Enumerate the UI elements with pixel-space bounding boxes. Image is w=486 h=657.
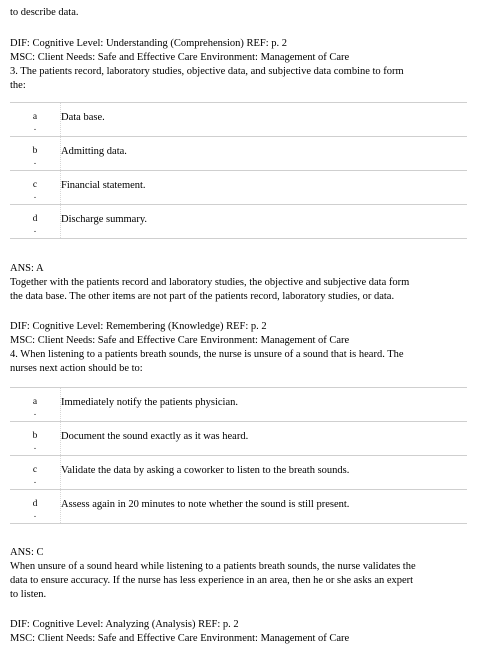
rationale-line: When unsure of a sound heard while listening to a patients breath sounds, the nurse validates the	[10, 561, 416, 572]
msc-line: MSC: Client Needs: Safe and Effective Care Environment: Management of Care	[10, 633, 350, 644]
option-row	[10, 456, 467, 490]
option-dot: .	[33, 156, 37, 166]
option-letter: b	[32, 431, 38, 441]
prev-question-meta	[10, 37, 474, 65]
option-row	[10, 205, 467, 239]
option-row	[10, 137, 467, 171]
question-stem-line: 3. The patients record, laboratory studies, objective data, and subjective data combine to form	[10, 66, 404, 77]
option-letter-cell	[10, 103, 61, 137]
difficulty-line: DIF: Cognitive Level: Analyzing (Analysis) REF: p. 2	[10, 619, 239, 630]
option-letter-cell	[10, 205, 61, 239]
option-row	[10, 422, 467, 456]
rationale-line: data to ensure accuracy. If the nurse has less experience in an area, then he or she asks an expert	[10, 575, 414, 586]
option-text: Admitting data.	[61, 137, 468, 171]
option-letter-cell	[10, 388, 61, 422]
option-letter: c	[32, 180, 38, 190]
option-letter-cell	[10, 171, 61, 205]
question-3-answer	[10, 262, 474, 304]
option-text: Discharge summary.	[61, 205, 468, 239]
option-text: Assess again in 20 minutes to note whether the sound is still present.	[61, 490, 468, 524]
option-row	[10, 388, 467, 422]
question-3-meta	[10, 320, 474, 348]
option-letter-cell	[10, 422, 61, 456]
answer-line: ANS: A	[10, 263, 44, 274]
option-text: Financial statement.	[61, 171, 468, 205]
option-dot: .	[33, 509, 37, 519]
option-letter: a	[32, 112, 38, 122]
question-4-answer	[10, 546, 474, 602]
option-letter: a	[32, 397, 38, 407]
option-dot: .	[33, 475, 37, 485]
option-letter: b	[32, 146, 38, 156]
question-3-options	[10, 102, 467, 239]
option-text: Document the sound exactly as it was heard.	[61, 422, 468, 456]
prev-question-tail	[10, 6, 474, 20]
msc-line: MSC: Client Needs: Safe and Effective Care Environment: Management of Care	[10, 52, 350, 63]
option-letter-cell	[10, 490, 61, 524]
option-row	[10, 171, 467, 205]
question-4-stem	[10, 348, 474, 376]
rationale-line: to listen.	[10, 589, 47, 600]
question-stem-line: 4. When listening to a patients breath sounds, the nurse is unsure of a sound that is heard. The	[10, 349, 404, 360]
option-letter: d	[32, 214, 38, 224]
question-4-meta	[10, 618, 474, 646]
option-letter-cell	[10, 456, 61, 490]
difficulty-line: DIF: Cognitive Level: Remembering (Knowledge) REF: p. 2	[10, 321, 267, 332]
option-letter: d	[32, 499, 38, 509]
option-row	[10, 490, 467, 524]
difficulty-line: DIF: Cognitive Level: Understanding (Comprehension) REF: p. 2	[10, 38, 288, 49]
msc-line: MSC: Client Needs: Safe and Effective Care Environment: Management of Care	[10, 335, 350, 346]
question-3-stem	[10, 65, 474, 93]
answer-line: ANS: C	[10, 547, 44, 558]
rationale-line: the data base. The other items are not part of the patients record, laboratory studies, or data.	[10, 291, 395, 302]
question-stem-line: nurses next action should be to:	[10, 363, 143, 374]
option-dot: .	[33, 407, 37, 417]
option-text: Validate the data by asking a coworker to listen to the breath sounds.	[61, 456, 468, 490]
option-dot: .	[33, 122, 37, 132]
prev-question-text: to describe data.	[10, 7, 79, 18]
option-dot: .	[33, 224, 37, 234]
option-text: Immediately notify the patients physician.	[61, 388, 468, 422]
option-row	[10, 103, 467, 137]
option-dot: .	[33, 190, 37, 200]
option-letter-cell	[10, 137, 61, 171]
option-dot: .	[33, 441, 37, 451]
option-text: Data base.	[61, 103, 468, 137]
question-4-options	[10, 387, 467, 524]
option-letter: c	[32, 465, 38, 475]
rationale-line: Together with the patients record and laboratory studies, the objective and subjective data form	[10, 277, 410, 288]
question-stem-line: the:	[10, 80, 26, 91]
